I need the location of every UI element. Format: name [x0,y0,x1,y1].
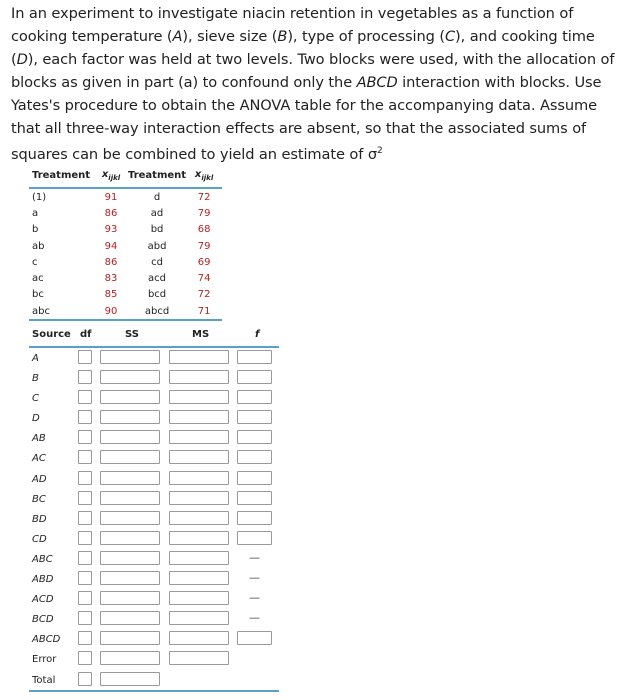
f-dash: — [249,550,260,564]
df-input[interactable] [78,571,92,585]
ms-input[interactable] [169,651,229,665]
anova-row [29,448,279,468]
source-label: BC [32,493,46,505]
df-input[interactable] [78,651,92,665]
anova-row [29,509,279,529]
df-input[interactable] [78,390,92,404]
treatment-cell: bd [150,224,164,236]
table-row [29,222,222,238]
treatment-cell: ac [32,273,44,285]
ss-input[interactable] [100,571,160,585]
value-cell: 69 [197,256,211,268]
value-cell: 68 [197,224,211,236]
df-input[interactable] [78,370,92,384]
ss-input[interactable] [100,531,160,545]
f-input[interactable] [237,370,272,384]
df-input[interactable] [78,430,92,444]
problem-text [11,2,621,166]
table-row [29,188,222,205]
f-input[interactable] [237,450,272,464]
ss-input[interactable] [100,491,160,505]
anova-row [29,670,279,692]
anova-row [29,428,279,448]
table-row [29,303,222,320]
anova-row [29,388,279,408]
value-cell: 93 [104,224,118,236]
anova-row [29,348,279,368]
anova-row [29,408,279,428]
ss-input[interactable] [100,672,160,686]
source-label: B [32,373,39,385]
f-input[interactable] [237,410,272,424]
x-header: $x_{ijkl}$ [186,163,222,188]
source-label: A [32,353,39,364]
treatment-cell: bcd [147,289,167,301]
f-input[interactable] [237,430,272,444]
treatment-cell: ab [32,240,45,252]
source-label: BCD [32,614,54,626]
source-label: AC [32,453,46,465]
ss-input[interactable] [100,350,160,364]
value-cell: 83 [104,273,118,285]
df-input[interactable] [78,591,92,605]
f-input[interactable] [237,511,272,525]
ms-input[interactable] [169,410,229,424]
ms-input[interactable] [169,551,229,565]
anova-row [29,489,279,509]
f-input[interactable] [237,491,272,505]
df-input[interactable] [78,631,92,645]
ms-input[interactable] [169,611,229,625]
problem-part: ), type of processing ( [287,28,445,45]
df-input[interactable] [78,410,92,424]
df-input[interactable] [78,511,92,525]
f-dash: — [249,591,260,605]
table-row [29,254,222,270]
f-input[interactable] [237,531,272,545]
ss-input[interactable] [100,591,160,605]
treatment-cell: (1) [32,191,47,203]
source-label: ABCD [32,634,61,646]
table-row [29,287,222,303]
treatment-cell: b [32,224,39,236]
problem-part: ), each factor was held at two levels. Two blocks were used, with the allocation of blocks as given in part (a) to confound only the [11,51,615,91]
ss-input[interactable] [100,611,160,625]
problem-part: ), and cooking time ( [11,28,595,68]
ss-input[interactable] [100,450,160,464]
treatment-cell: a [32,207,39,219]
factor-b: B [277,28,288,45]
treatment-header: Treatment [29,163,94,188]
anova-row [29,529,279,549]
ss-input[interactable] [100,430,160,444]
f-input[interactable] [237,631,272,645]
factor-c: C [444,28,456,45]
ss-input[interactable] [100,631,160,645]
f-header: f [255,329,260,340]
ms-input[interactable] [169,531,229,545]
value-cell: 79 [197,207,211,219]
value-cell: 74 [197,273,211,285]
source-label: CD [32,533,47,545]
treatment-cell: d [153,191,161,203]
treatment-header: Treatment [128,163,186,188]
ms-input[interactable] [169,591,229,605]
x-header: $x_{ijkl}$ [94,163,128,188]
data-table [29,163,222,321]
source-header: Source [32,329,71,340]
anova-row [29,368,279,388]
source-label: ABD [32,574,54,586]
table-row [29,205,222,221]
ms-input[interactable] [169,631,229,645]
ss-input[interactable] [100,410,160,424]
value-cell: 72 [197,289,211,301]
problem-part: In an experiment to investigate niacin retention in vegetables as a function of cooking temperature ( [11,5,574,45]
ms-input[interactable] [169,430,229,444]
value-cell: 71 [186,303,222,320]
ms-input[interactable] [169,511,229,525]
anova-header [29,322,279,348]
df-input[interactable] [78,672,92,686]
value-cell: 90 [94,303,128,320]
value-cell: 72 [197,191,211,203]
source-label: AD [32,473,47,485]
value-cell: 91 [104,191,118,203]
f-dash: — [249,571,260,585]
anova-row [29,569,279,589]
confounded-interaction: ABCD [356,74,398,91]
df-input[interactable] [78,551,92,565]
source-label: ACD [32,594,54,606]
value-cell: 85 [104,289,118,301]
value-cell: 86 [104,207,118,219]
anova-row [29,629,279,649]
treatment-cell: ad [150,207,164,219]
treatment-cell: abcd [128,303,186,320]
ms-input[interactable] [169,350,229,364]
df-input[interactable] [78,350,92,364]
ms-header: MS [192,329,210,340]
factor-d: D [16,51,28,68]
value-cell: 79 [197,240,211,252]
source-label: D [32,413,40,425]
f-input[interactable] [237,350,272,364]
anova-row [29,549,279,569]
source-label: AB [32,433,46,445]
ms-input[interactable] [169,491,229,505]
ms-input[interactable] [169,571,229,585]
treatment-cell: abd [147,240,167,252]
source-label: Error [32,654,57,666]
ms-input[interactable] [169,390,229,404]
f-input[interactable] [237,390,272,404]
df-input[interactable] [78,450,92,464]
anova-row [29,649,279,669]
df-input[interactable] [78,611,92,625]
treatment-cell: bc [32,289,44,301]
factor-a: A [172,28,183,45]
treatment-cell: abc [29,303,94,320]
anova-row [29,469,279,489]
df-input[interactable] [78,471,92,485]
f-dash: — [249,611,260,625]
ss-input[interactable] [100,551,160,565]
f-input[interactable] [237,471,272,485]
problem-part: interaction with blocks. Use Yates's procedure to obtain the ANOVA table for the accompanying data. Assume that all three-way interaction effects are absent, so that the associated sums of squares can be combined to yield an estimate of σ [11,74,602,163]
df-input[interactable] [78,531,92,545]
ms-input[interactable] [169,370,229,384]
anova-row [29,609,279,629]
ss-input[interactable] [100,370,160,384]
df-input[interactable] [78,491,92,505]
ss-header: SS [125,329,139,340]
source-label: ABC [32,553,53,565]
anova-row [29,589,279,609]
df-header: df [80,329,92,340]
treatment-cell: acd [148,273,167,285]
table-row [29,270,222,286]
table-row [29,238,222,254]
ss-input[interactable] [100,471,160,485]
problem-part: ), sieve size ( [182,28,278,45]
sigma-exponent: 2 [376,146,383,156]
ms-input[interactable] [169,471,229,485]
ss-input[interactable] [100,511,160,525]
ms-input[interactable] [169,450,229,464]
value-cell: 94 [104,240,118,252]
treatment-cell: c [32,256,38,268]
value-cell: 86 [104,256,118,268]
source-label: BD [32,513,47,525]
source-label: C [32,393,39,405]
ss-input[interactable] [100,390,160,404]
source-label: Total [32,674,56,686]
anova-table [29,322,279,692]
ss-input[interactable] [100,651,160,665]
treatment-cell: cd [151,256,163,268]
